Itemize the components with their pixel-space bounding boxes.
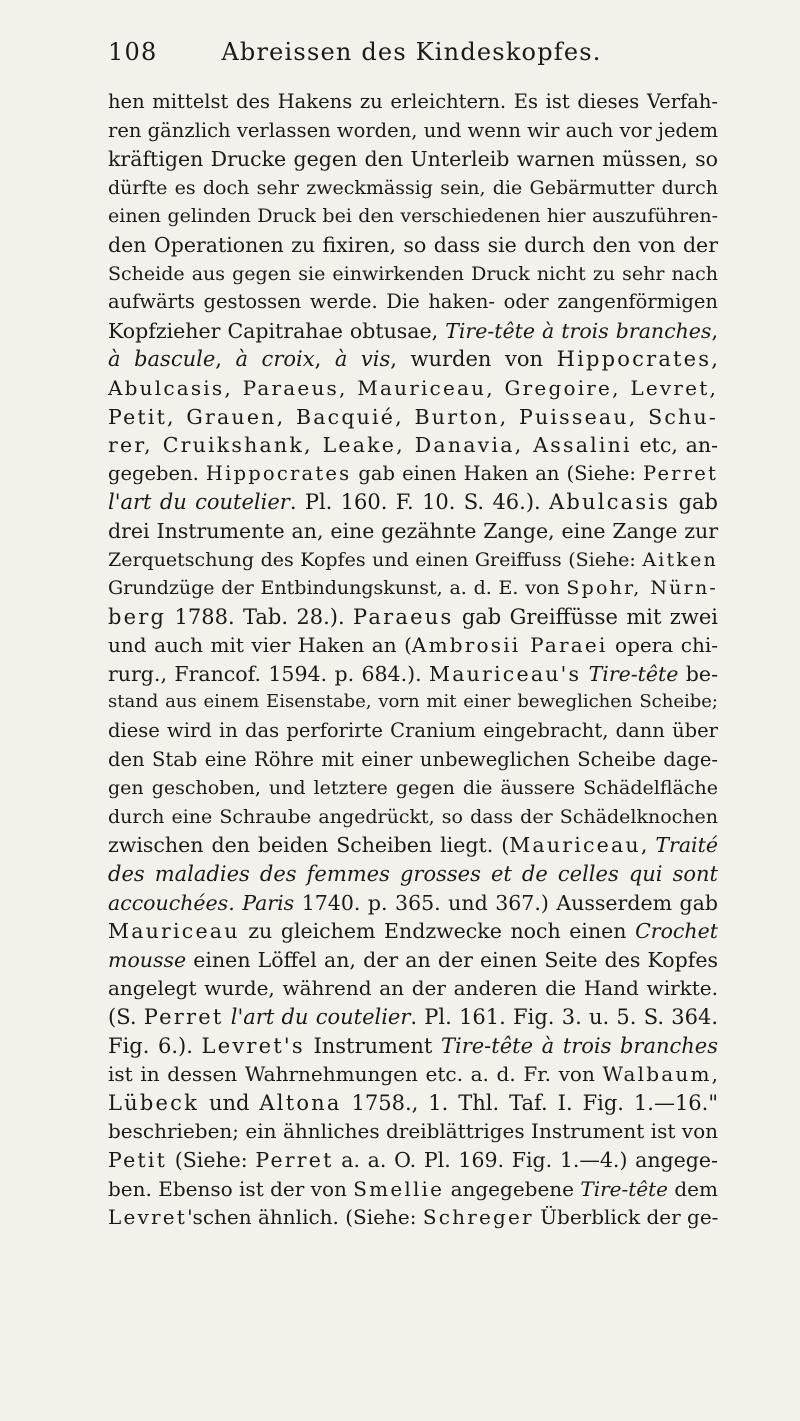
text-segment: stand aus einem Eisenstabe, vorn mit einer beweglichen Scheibe;: [108, 691, 718, 713]
text-line: [108, 345, 718, 374]
text-segment: ,: [640, 833, 656, 858]
text-segment: ,: [711, 347, 718, 372]
text-segment: dem: [668, 1176, 718, 1201]
spaced-name: Mauriceau: [108, 919, 240, 944]
text-segment: 1758., 1. Thl. Taf. I. Fig. 1.—16.": [341, 1090, 719, 1115]
italic-title: Tire-tête à trois branches: [445, 318, 712, 343]
text-segment: Instrument: [304, 1033, 441, 1058]
text-line: [108, 1003, 718, 1032]
italic-title: à vis: [334, 347, 391, 372]
text-line: [108, 717, 718, 746]
text-segment: und auch mit vier Haken an (: [108, 633, 412, 658]
text-segment: 1788. Tab. 28.).: [166, 604, 354, 629]
text-line: [108, 374, 718, 403]
text-segment: angegebene: [444, 1176, 581, 1201]
text-line: [108, 202, 718, 231]
text-line: [108, 546, 718, 575]
text-line: [108, 631, 718, 660]
italic-title: accouchées. Paris: [108, 890, 295, 915]
spaced-name: Mauriceau's: [429, 661, 582, 686]
text-line: [108, 145, 718, 174]
text-segment: [224, 1005, 231, 1029]
text-segment: den Operationen zu fixiren, so dass sie durch den von der: [108, 232, 718, 257]
text-segment: drei Instrumente an, eine gezähnte Zange, eine Zange zur: [108, 518, 718, 543]
text-segment: Kopfzieher Capitrahae obtusae,: [108, 318, 446, 343]
text-segment: gen geschoben, und letztere gegen die äussere Schädelfläche: [108, 777, 718, 800]
text-line: [108, 803, 718, 832]
running-title: Abreissen des Kindeskopfes.: [221, 38, 602, 66]
italic-title: Tire-tête: [588, 661, 679, 686]
text-line: [108, 1060, 718, 1089]
text-segment: 1740. p. 365. und 367.) Ausserdem gab: [294, 890, 718, 915]
text-segment: zwischen den beiden Scheiben liegt. (: [108, 833, 510, 858]
text-line: [108, 1175, 718, 1204]
text-line: [108, 231, 718, 260]
text-line: [108, 774, 718, 803]
spaced-name: Abulcasis: [549, 490, 671, 515]
spaced-name: Petit: [108, 1147, 168, 1172]
text-segment: ben. Ebenso ist der von: [108, 1176, 354, 1201]
text-line: [108, 688, 718, 717]
text-segment: Scheide aus gegen sie einwirkenden Druck nicht zu sehr nach: [108, 262, 718, 285]
text-line: [108, 260, 718, 289]
spaced-name: Ambrosii Paraei: [411, 633, 608, 658]
text-line: [108, 288, 718, 317]
text-line: [108, 174, 718, 203]
spaced-name: berg: [108, 604, 167, 629]
text-segment: ist in dessen Wahrnehmungen etc. a. d. Fr. von: [108, 1062, 603, 1087]
text-line: [108, 746, 718, 775]
italic-title: l'art du coutelier: [230, 1005, 411, 1029]
italic-title: Traité: [655, 833, 718, 858]
text-segment: Überblick der ge-: [533, 1205, 719, 1230]
text-segment: beschrieben; ein ähnliches dreiblättriges Instrument ist von: [108, 1119, 718, 1144]
text-line: [108, 574, 718, 603]
text-segment: gab einen Haken an (Siehe:: [351, 461, 643, 485]
text-segment: einen Löffel an, der an der einen Seite des Kopfes: [186, 947, 718, 972]
text-segment: gab Greiffüsse mit zwei: [453, 604, 718, 629]
text-segment: ,: [711, 1062, 718, 1087]
text-segment: hen mittelst des Hakens zu erleichtern. Es ist dieses Verfah-: [108, 90, 718, 113]
spaced-name: Lübeck: [108, 1090, 200, 1115]
italic-title: à bascule: [108, 347, 216, 372]
spaced-name: Levret: [108, 1205, 188, 1230]
text-segment: [581, 662, 588, 686]
text-line: [108, 517, 718, 546]
spaced-name: Mauriceau: [509, 833, 641, 858]
text-line: [108, 974, 718, 1003]
text-line: [108, 1117, 718, 1146]
text-line: [108, 917, 718, 946]
page-number: 108: [108, 38, 158, 66]
text-line: [108, 460, 718, 489]
text-line: [108, 403, 718, 432]
text-line: [108, 1146, 718, 1175]
text-segment: dürfte es doch sehr zweckmässig sein, die Gebärmutter durch: [108, 176, 718, 199]
text-segment: Zerquetschung des Kopfes und einen Greiffuss (Siehe:: [108, 548, 643, 571]
text-segment: aufwärts gestossen werde. Die haken- oder zangenförmigen: [108, 290, 718, 314]
italic-title: mousse: [108, 947, 187, 972]
italic-title: Tire-tête à trois branches: [440, 1033, 718, 1058]
spaced-name: Aitken: [642, 548, 718, 571]
text-segment: ,: [215, 347, 236, 372]
spaced-name: Hippocrates: [205, 461, 352, 485]
text-line: [108, 1203, 718, 1232]
italic-title: Crochet: [635, 919, 718, 944]
spaced-name: Altona: [259, 1090, 342, 1115]
text-segment: . Pl. 160. F. 10. S. 46.).: [289, 490, 550, 515]
text-segment: angelegt wurde, während an der anderen die Hand wirkte.: [108, 976, 718, 1001]
text-line: [108, 88, 718, 117]
text-line: [108, 660, 718, 689]
spaced-name: Schreger: [422, 1205, 534, 1230]
spaced-name: Abulcasis, Paraeus, Mauriceau, Gregoire, Levret,: [108, 375, 718, 400]
text-segment: und: [199, 1090, 260, 1115]
text-segment: Fig. 6.).: [108, 1033, 202, 1058]
text-segment: 'schen ähnlich. (Siehe:: [187, 1205, 423, 1230]
text-segment: den Stab eine Röhre mit einer unbeweglichen Scheibe dage-: [108, 747, 718, 771]
text-segment: gegeben.: [108, 461, 206, 485]
text-segment: kräftigen Drucke gegen den Unterleib warnen müssen, so: [108, 147, 718, 172]
italic-title: des maladies des femmes grosses et de celles qui sont: [108, 862, 718, 887]
spaced-name: Perret: [143, 1005, 224, 1029]
text-segment: . Pl. 161. Fig. 3. u. 5. S. 364.: [410, 1005, 718, 1029]
text-segment: (Siehe:: [167, 1147, 256, 1172]
text-line: [108, 1089, 718, 1118]
text-line: [108, 946, 718, 975]
text-segment: rurg., Francof. 1594. p. 684.).: [108, 661, 430, 686]
text-line: [108, 889, 718, 918]
spaced-name: Hippocrates: [556, 347, 712, 372]
spaced-name: rer, Cruikshank, Leake, Danavia, Assalini: [108, 433, 632, 458]
text-line: [108, 1032, 718, 1061]
spaced-name: Perret: [255, 1147, 334, 1172]
text-segment: durch eine Schraube angedrückt, so dass der Schädelknochen: [108, 805, 718, 828]
text-line: [108, 117, 718, 146]
italic-title: Tire-tête: [580, 1176, 669, 1201]
text-segment: (S.: [108, 1005, 144, 1029]
text-line: [108, 431, 718, 460]
page-header: [108, 38, 715, 74]
text-segment: gab: [670, 490, 718, 515]
text-line: [108, 488, 718, 517]
text-line: [108, 317, 718, 346]
text-segment: a. a. O. Pl. 169. Fig. 1.—4.) angege-: [333, 1147, 718, 1172]
spaced-name: Walbaum: [602, 1062, 712, 1087]
text-segment: etc, an-: [631, 433, 718, 458]
body-text: [108, 88, 718, 1232]
text-line: [108, 831, 718, 860]
spaced-name: Smellie: [353, 1176, 445, 1201]
text-segment: , wurden von: [390, 347, 557, 372]
text-segment: einen gelinden Druck bei den verschiedenen hier auszuführen-: [108, 205, 718, 228]
spaced-name: Petit, Grauen, Bacquié, Burton, Puisseau, Schu-: [108, 404, 718, 429]
text-segment: ,: [314, 347, 335, 372]
text-segment: zu gleichem Endzwecke noch einen: [239, 919, 636, 944]
italic-title: à croix: [235, 347, 315, 372]
text-line: [108, 603, 718, 632]
spaced-name: Perret: [643, 461, 719, 485]
text-segment: Grundzüge der Entbindungskunst, a. d. E. von: [108, 577, 567, 600]
text-segment: ren gänzlich verlassen worden, und wenn wir auch vor jedem: [108, 118, 718, 142]
text-segment: diese wird in das perforirte Cranium eingebracht, dann über: [108, 719, 718, 743]
spaced-name: Paraeus: [353, 604, 454, 629]
text-segment: ,: [711, 318, 718, 343]
italic-title: l'art du coutelier: [108, 490, 290, 515]
spaced-name: Levret's: [201, 1033, 305, 1058]
text-segment: be-: [678, 661, 718, 686]
text-segment: opera chi-: [607, 633, 718, 658]
spaced-name: Spohr, Nürn-: [566, 577, 718, 600]
text-line: [108, 860, 718, 889]
